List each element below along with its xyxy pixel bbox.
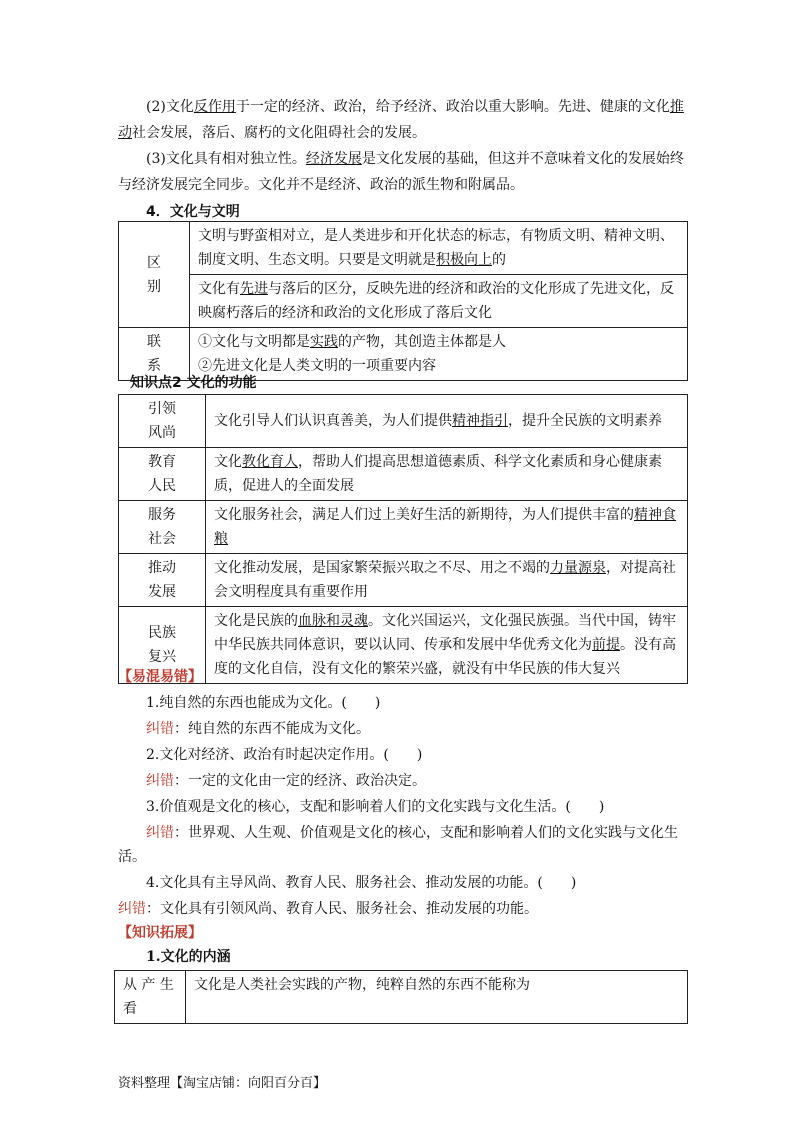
table-row	[119, 554, 688, 607]
diff-row-2: 文化有先进与落后的区分，反映先进的经济和政治的文化形成了先进文化，反映腐朽落后的经济和政治的文化形成了落后文化	[190, 275, 688, 328]
diff-row-1: 文明与野蛮相对立，是人类进步和开化状态的标志，有物质文明、精神文明、制度文明、生态文明。只要是文明就是积极向上的	[190, 222, 688, 275]
confusion-title: 【易混易错】	[118, 669, 202, 685]
confusion-a4: 纠错：文化具有引领风尚、教育人民、服务社会、推动发展的功能。	[118, 901, 538, 917]
function-label: 服务 社会	[119, 501, 206, 554]
table-row	[119, 395, 688, 448]
confusion-q2: 2.文化对经济、政治有时起决定作用。( )	[146, 747, 423, 763]
function-text: 文化推动发展，是国家繁荣振兴取之不尽、用之不竭的力量源泉，对提高社会文明程度具有重要作用	[206, 554, 688, 607]
footer-note: 资料整理【淘宝店铺：向阳百分百】	[118, 1076, 327, 1091]
link-label: 联 系	[119, 328, 190, 381]
confusion-a3: 纠错：世界观、人生观、价值观是文化的核心，支配和影响着人们的文化实践与文化生活。	[118, 825, 678, 865]
confusion-a1: 纠错：纯自然的东西不能成为文化。	[146, 721, 370, 737]
diff-label: 区 别	[119, 222, 190, 328]
section-4-title: 4．文化与文明	[146, 204, 240, 220]
paragraph-3: (3)文化具有相对独立性。经济发展是文化发展的基础，但这并不意味着文化的发展始终与经济发展完全同步。文化并不是经济、政治的派生物和附属品。	[118, 151, 684, 193]
confusion-q1: 1.纯自然的东西也能成为文化。( )	[146, 695, 381, 711]
function-label: 教育 人民	[119, 448, 206, 501]
table-row	[119, 607, 688, 684]
culture-civilization-table	[118, 221, 688, 381]
expansion-title: 【知识拓展】	[118, 925, 202, 941]
table-row	[119, 448, 688, 501]
function-label: 民族 复兴	[119, 607, 206, 684]
confusion-q3: 3.价值观是文化的核心，支配和影响着人们的文化实践与文化生活。( )	[146, 799, 605, 815]
function-text: 文化引导人们认识真善美，为人们提供精神指引，提升全民族的文明素养	[206, 395, 688, 448]
expansion-table	[114, 970, 688, 1024]
confusion-q4: 4.文化具有主导风尚、教育人民、服务社会、推动发展的功能。( )	[146, 875, 577, 891]
function-label: 引领 风尚	[119, 395, 206, 448]
function-label: 推动 发展	[119, 554, 206, 607]
expansion-row-text: 文化是人类社会实践的产物，纯粹自然的东西不能称为	[186, 971, 688, 1024]
culture-function-table	[118, 394, 688, 684]
function-text: 文化是民族的血脉和灵魂。文化兴国运兴，文化强民族强。当代中国，铸牢中华民族共同体意识，要以认同、传承和发展中华优秀文化为前提。没有高度的文化自信，没有文化的繁荣兴盛，就没有中华民族的伟大复兴	[206, 607, 688, 684]
kp2-title: 知识点2 文化的功能	[130, 375, 257, 391]
expansion-row-label: 从 产 生 看	[115, 971, 186, 1024]
expansion-subtitle: 1.文化的内涵	[146, 949, 231, 965]
table-row	[119, 501, 688, 554]
link-rows: ①文化与文明都是实践的产物，其创造主体都是人 ②先进文化是人类文明的一项重要内容	[190, 328, 688, 381]
function-text: 文化教化育人，帮助人们提高思想道德素质、科学文化素质和身心健康素质，促进人的全面发展	[206, 448, 688, 501]
paragraph-2: (2)文化反作用于一定的经济、政治，给予经济、政治以重大影响。先进、健康的文化推动社会发展，落后、腐朽的文化阻碍社会的发展。	[118, 99, 684, 141]
confusion-a2: 纠错：一定的文化由一定的经济、政治决定。	[146, 773, 426, 789]
function-text: 文化服务社会，满足人们过上美好生活的新期待，为人们提供丰富的精神食粮	[206, 501, 688, 554]
